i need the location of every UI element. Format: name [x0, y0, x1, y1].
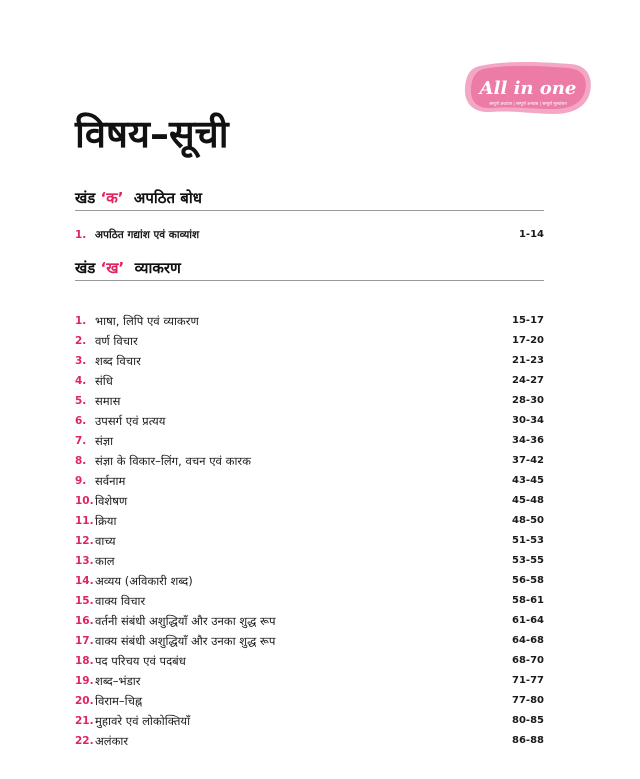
toc-number: 14.: [75, 575, 94, 587]
toc-title: संधि: [95, 374, 113, 388]
toc-number: 2.: [75, 335, 87, 347]
section-header: [75, 256, 544, 281]
toc-title: मुहावरे एवं लोकोक्तियाँ: [95, 714, 191, 728]
toc-number: 12.: [75, 535, 94, 547]
toc-pages: 71-77: [512, 675, 544, 686]
toc-pages: 86-88: [512, 735, 544, 746]
toc-title: वाक्य संबंधी अशुद्धियाँ और उनका शुद्ध रूप: [95, 634, 276, 648]
toc-number: 4.: [75, 375, 87, 387]
toc-row[interactable]: [75, 331, 544, 351]
toc-pages: 43-45: [512, 475, 544, 486]
logo-tagline-text: सम्पूर्ण अध्ययन | सम्पूर्ण अभ्यास | सम्पूर्ण मूल्यांकन: [489, 101, 567, 106]
toc-pages: 15-17: [512, 315, 544, 326]
toc-row[interactable]: [75, 591, 544, 611]
toc-pages: 28-30: [512, 395, 544, 406]
toc-title: शब्द विचार: [95, 354, 141, 368]
toc-row[interactable]: [75, 551, 544, 571]
toc-number: 18.: [75, 655, 94, 667]
toc-number: 17.: [75, 635, 94, 647]
toc-pages: 68-70: [512, 655, 544, 666]
toc-pages: 34-36: [512, 435, 544, 446]
toc-pages: 24-27: [512, 375, 544, 386]
logo-brand-text: All in one: [479, 78, 577, 99]
toc-title: संज्ञा: [95, 434, 114, 448]
toc-title: अपठित गद्यांश एवं काव्यांश: [95, 229, 200, 241]
toc-title: वाक्य विचार: [95, 594, 146, 608]
toc-number: 1.: [75, 315, 87, 327]
toc-title: वर्तनी संबंधी अशुद्धियाँ और उनका शुद्ध रूप: [95, 614, 276, 628]
toc-row[interactable]: [75, 531, 544, 551]
toc-number: 1.: [75, 229, 87, 241]
toc-pages: 45-48: [512, 495, 544, 506]
toc-pages: 80-85: [512, 715, 544, 726]
toc-row[interactable]: [75, 691, 544, 711]
toc-number: 5.: [75, 395, 87, 407]
toc-row[interactable]: [75, 391, 544, 411]
toc-title: पद परिचय एवं पदबंध: [95, 654, 186, 668]
toc-title: समास: [95, 394, 121, 408]
all-in-one-logo: [462, 60, 594, 118]
toc-pages: 37-42: [512, 455, 544, 466]
section-unseen-comprehension: [75, 186, 544, 241]
toc-row[interactable]: [75, 431, 544, 451]
page-title: विषय–सूची: [75, 112, 229, 156]
section-header: [75, 186, 544, 211]
toc-number: 13.: [75, 555, 94, 567]
toc-row[interactable]: [75, 451, 544, 471]
toc-number: 11.: [75, 515, 94, 527]
toc-row[interactable]: [75, 351, 544, 371]
toc-pages: 48-50: [512, 515, 544, 526]
toc-title: विराम–चिह्न: [95, 694, 143, 708]
toc-row[interactable]: [75, 511, 544, 531]
section-marker: ‘ख’: [100, 259, 125, 277]
toc-title: काल: [95, 554, 115, 568]
section-grammar: [75, 256, 544, 748]
toc-number: 10.: [75, 495, 94, 507]
toc-row[interactable]: [75, 311, 544, 331]
toc-number: 8.: [75, 455, 87, 467]
toc-number: 16.: [75, 615, 94, 627]
section-name: व्याकरण: [134, 259, 181, 277]
toc-number: 3.: [75, 355, 87, 367]
toc-row[interactable]: [75, 651, 544, 671]
toc-pages: 30-34: [512, 415, 544, 426]
toc-row[interactable]: [75, 471, 544, 491]
toc-title: सर्वनाम: [95, 474, 126, 488]
toc-pages: 51-53: [512, 535, 544, 546]
toc-row[interactable]: [75, 671, 544, 691]
toc-title: उपसर्ग एवं प्रत्यय: [95, 414, 166, 428]
toc-pages: 17-20: [512, 335, 544, 346]
toc-row[interactable]: [75, 491, 544, 511]
toc-pages: 21-23: [512, 355, 544, 366]
toc-title: वाच्य: [95, 534, 116, 548]
toc-title: अलंकार: [95, 734, 129, 748]
toc-title: अव्यय (अविकारी शब्द): [95, 574, 193, 588]
toc-title: विशेषण: [95, 494, 128, 508]
toc-title: क्रिया: [95, 514, 117, 528]
toc-number: 21.: [75, 715, 94, 727]
toc-title: संज्ञा के विकार–लिंग, वचन एवं कारक: [95, 454, 251, 468]
toc-row[interactable]: [75, 611, 544, 631]
toc-pages: 56-58: [512, 575, 544, 586]
toc-pages: 77-80: [512, 695, 544, 706]
toc-number: 9.: [75, 475, 87, 487]
toc-row[interactable]: [75, 225, 544, 245]
toc-number: 22.: [75, 735, 94, 747]
toc-pages: 58-61: [512, 595, 544, 606]
toc-number: 19.: [75, 675, 94, 687]
toc-pages: 64-68: [512, 635, 544, 646]
toc-row[interactable]: [75, 631, 544, 651]
section-name: अपठित बोध: [133, 189, 202, 207]
toc-pages: 1-14: [518, 229, 544, 240]
toc-row[interactable]: [75, 571, 544, 591]
toc-row[interactable]: [75, 411, 544, 431]
section-prefix: खंड: [75, 259, 96, 277]
toc-number: 6.: [75, 415, 87, 427]
toc-title: शब्द–भंडार: [95, 674, 141, 688]
toc-title: वर्ण विचार: [95, 334, 138, 348]
toc-number: 7.: [75, 435, 87, 447]
toc-title: भाषा, लिपि एवं व्याकरण: [95, 314, 199, 328]
toc-row[interactable]: [75, 731, 544, 751]
section-prefix: खंड: [75, 189, 96, 207]
section-marker: ‘क’: [100, 189, 124, 207]
toc-pages: 61-64: [512, 615, 544, 626]
toc-number: 20.: [75, 695, 94, 707]
toc-row[interactable]: [75, 711, 544, 731]
toc-pages: 53-55: [512, 555, 544, 566]
toc-row[interactable]: [75, 371, 544, 391]
toc-number: 15.: [75, 595, 94, 607]
